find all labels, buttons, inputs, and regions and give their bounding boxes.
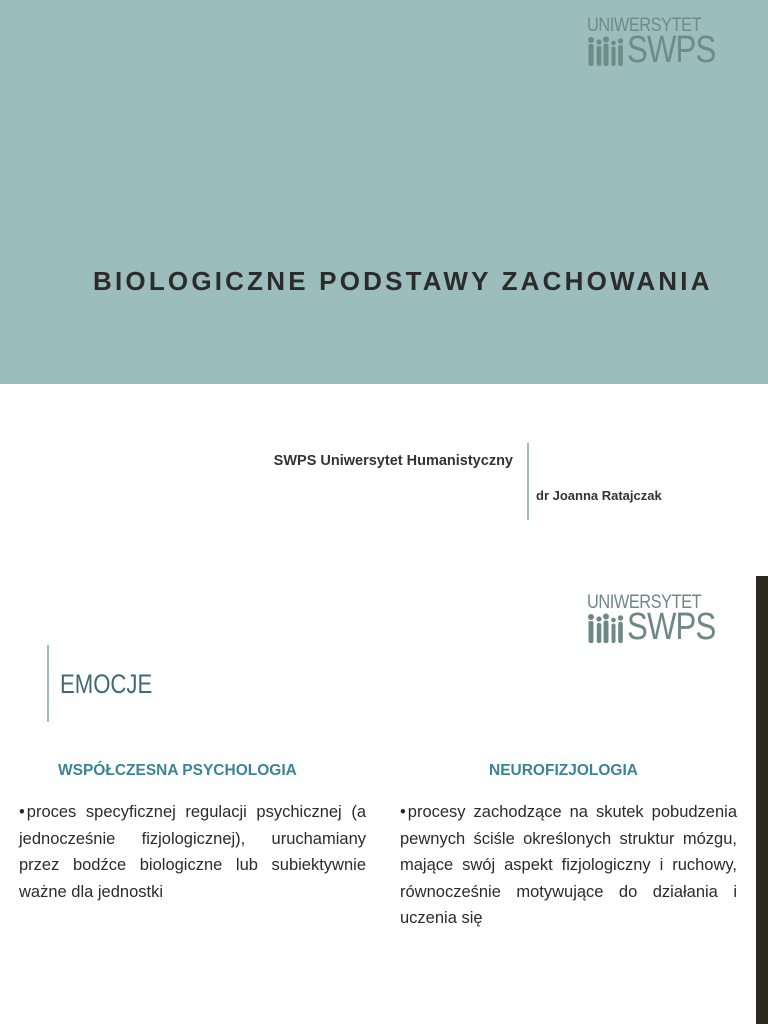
left-column-text: [19, 799, 366, 905]
right-column-heading: NEUROFIZJOLOGIA: [489, 762, 638, 779]
right-column-text: [400, 799, 737, 932]
people-figures-icon: [587, 613, 625, 645]
logo-wordmark-top: UNIWERSYTET: [587, 15, 702, 36]
swps-logo-top: [587, 16, 727, 70]
presentation-title: BIOLOGICZNE PODSTAWY ZACHOWANIA: [93, 266, 713, 296]
swps-logo-slide2: [587, 593, 727, 647]
people-figures-icon: [587, 36, 625, 68]
author-name: dr Joanna Ratajczak: [536, 488, 662, 503]
title-accent-line: [47, 645, 49, 722]
divider-line: [527, 443, 529, 520]
logo-wordmark-bottom: SWPS: [627, 606, 716, 648]
slide-title: EMOCJE: [60, 669, 153, 699]
university-name: SWPS Uniwersytet Humanistyczny: [273, 453, 513, 469]
slide-edge-bar: [756, 576, 768, 1024]
left-bullet-text: proces specyficznej regulacji psychicznej (a jednocześnie fizjologicznej), uruchamiany przez bodźce biologiczne lub subiektywnie ważne dla jednostki: [19, 803, 366, 901]
logo-wordmark-bottom: SWPS: [627, 29, 716, 71]
logo-wordmark-top: UNIWERSYTET: [587, 592, 702, 613]
right-bullet-text: procesy zachodzące na skutek pobudzenia pewnych ściśle określonych struktur mózgu, mające swój aspekt fizjologiczny i ruchowy, równocześnie motywujące do działania i uczenia się: [400, 803, 737, 927]
bullet-marker: •: [19, 803, 25, 821]
left-column-heading: WSPÓŁCZESNA PSYCHOLOGIA: [58, 762, 297, 779]
bullet-marker: •: [400, 803, 406, 821]
